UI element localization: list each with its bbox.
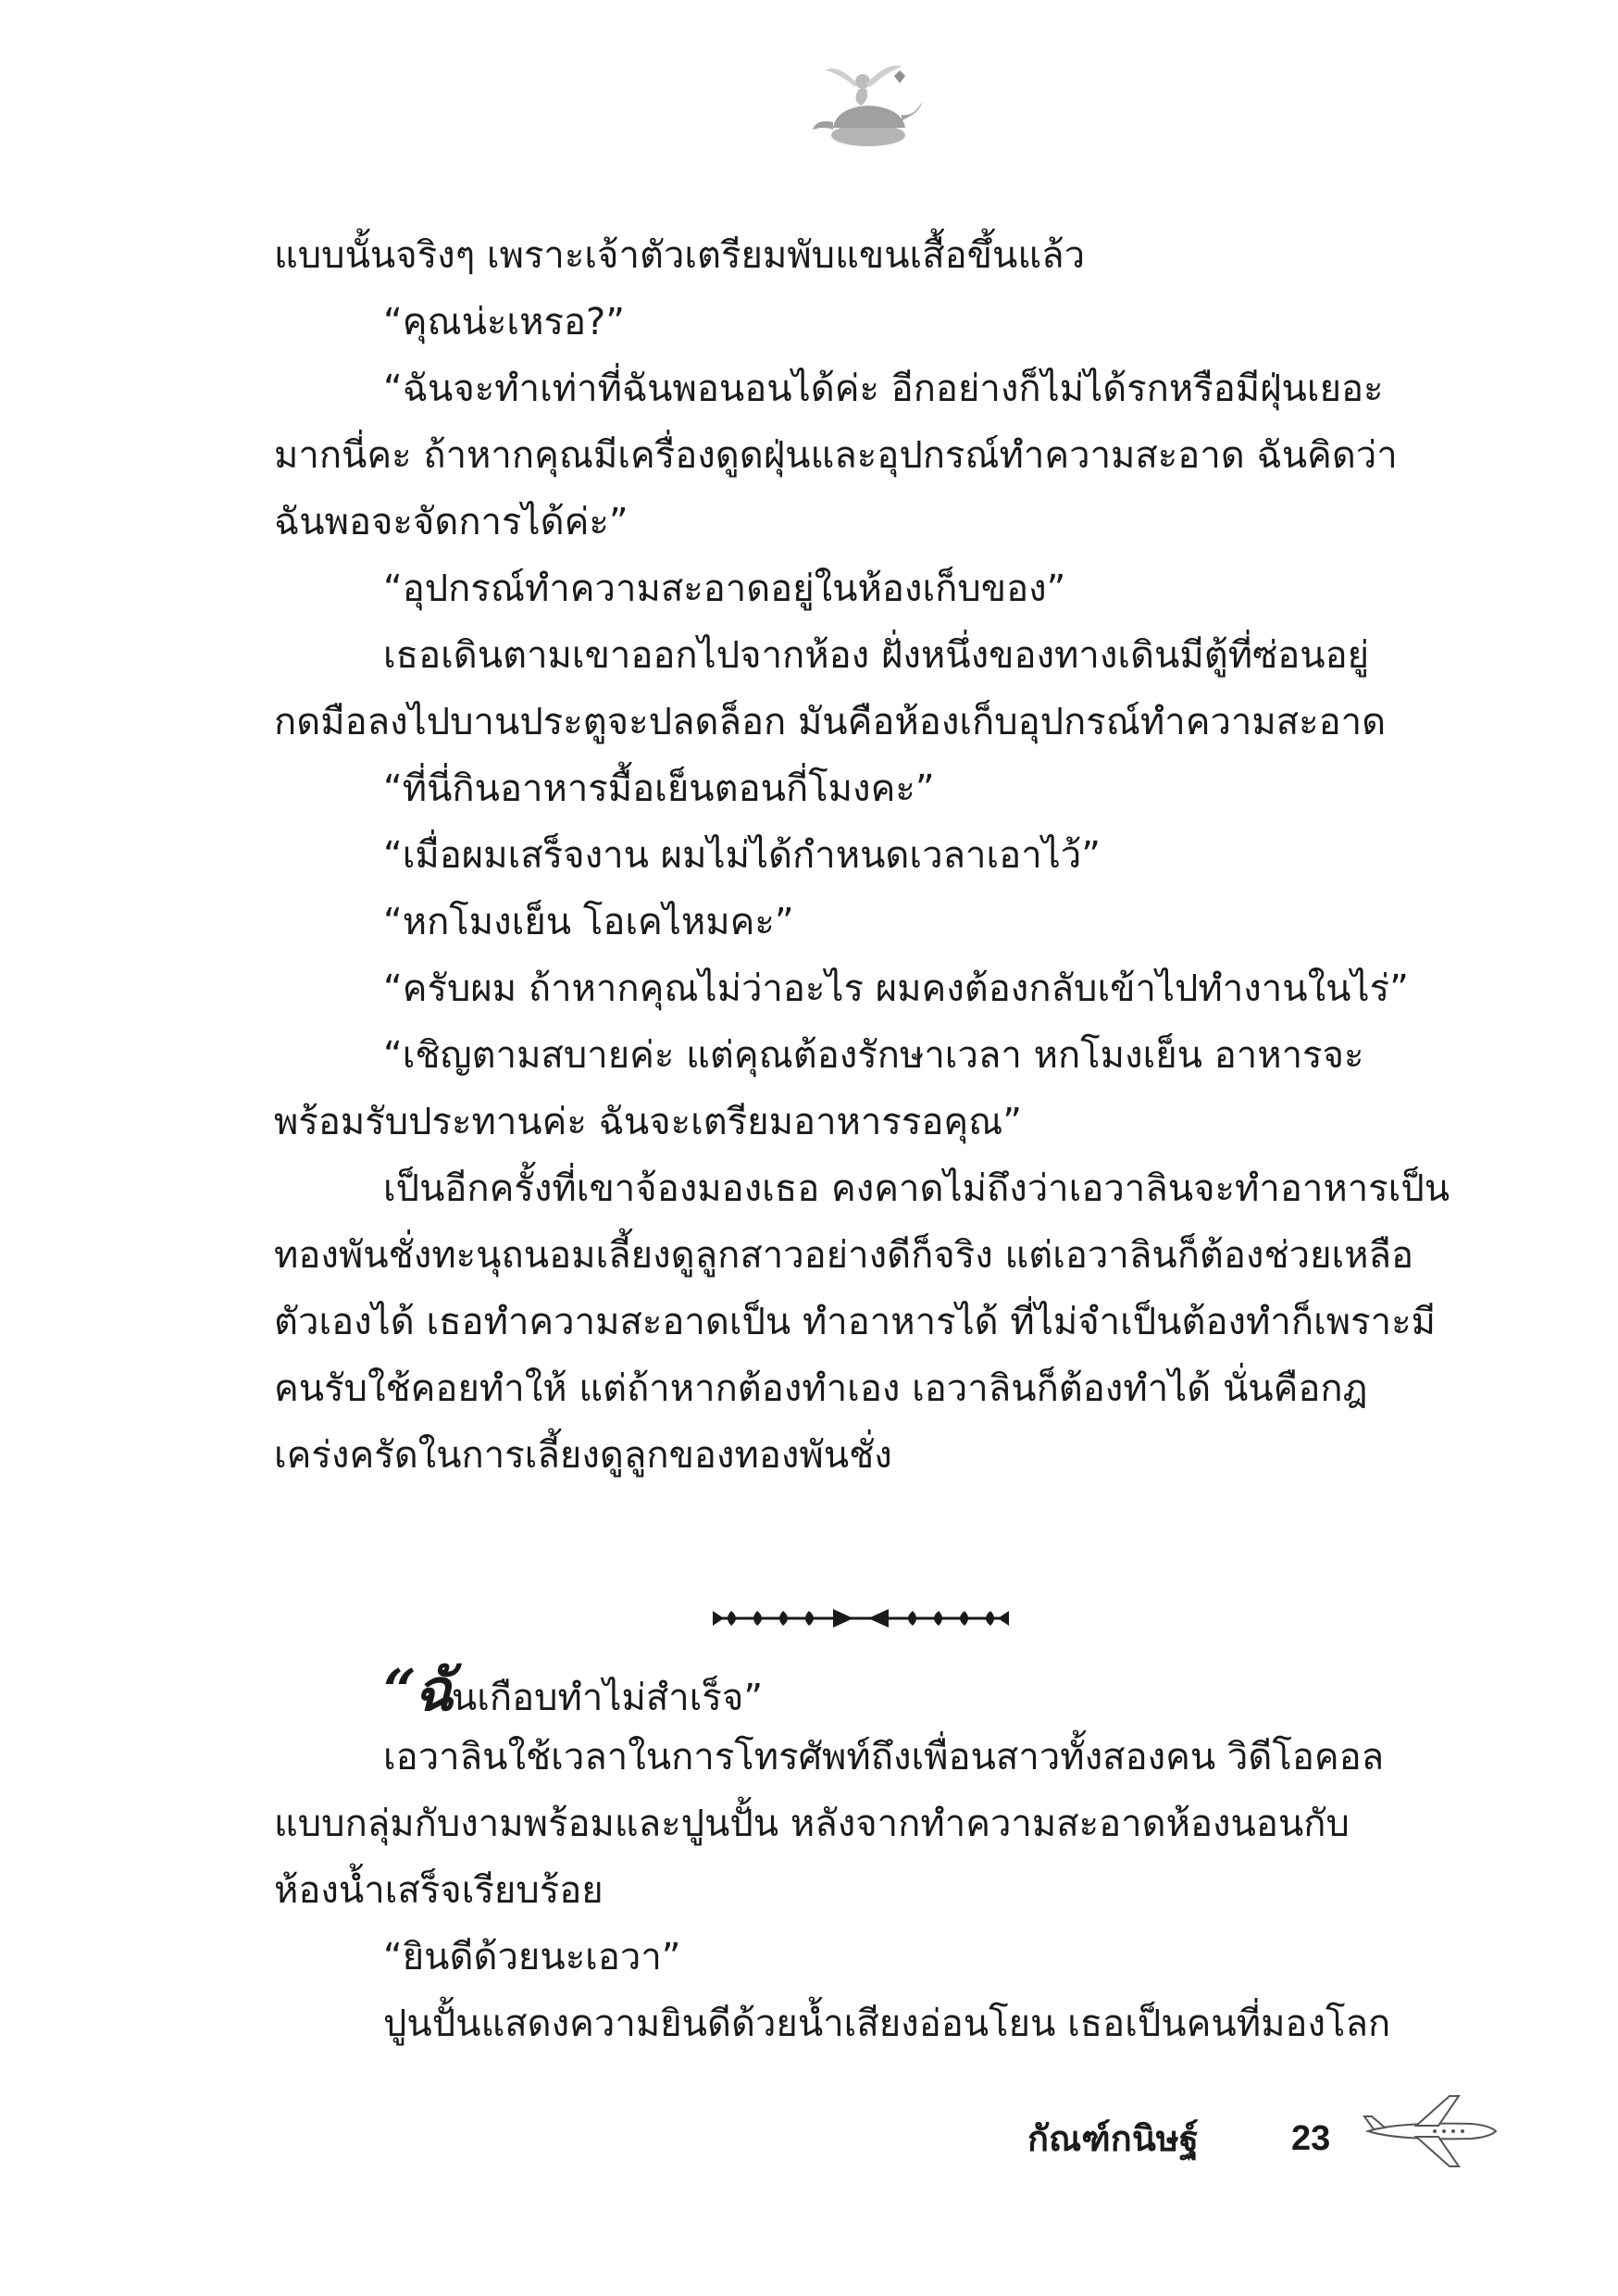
text-line: เป็นอีกครั้งที่เขาจ้องมองเธอ คงคาดไม่ถึงว่าเอวาลินจะทำอาหารเป็น: [383, 1167, 1450, 1210]
text-line: ห้องน้ำเสร็จเรียบร้อย: [274, 1869, 604, 1912]
text-line: เคร่งครัดในการเลี้ยงดูลูกของทองพันชั่ง: [274, 1434, 892, 1477]
text-line: “ฉันจะทำเท่าที่ฉันพอนอนได้ค่ะ อีกอย่างก็ไม่ได้รกหรือมีฝุ่นเยอะ: [383, 368, 1384, 410]
text-line: “ครับผม ถ้าหากคุณไม่ว่าอะไร ผมคงต้องกลับเข้าไปทำงานในไร่”: [383, 967, 1409, 1010]
book-title: กัณฑ์กนิษฐ์: [1027, 2118, 1199, 2159]
story-text-section-one: [274, 222, 1474, 1489]
heart-arrow-divider-icon: [703, 1602, 1018, 1635]
text-line: แบบนั้นจริงๆ เพราะเจ้าตัวเตรียมพับแขนเสื้อขึ้นแล้ว: [274, 234, 1086, 277]
story-text-section-two: [274, 1657, 1474, 2057]
page-footer: [1027, 2111, 1509, 2166]
text-line: ปูนปั้นแสดงความยินดีด้วยน้ำเสียงอ่อนโยน เธอเป็นคนที่มองโลก: [383, 2003, 1391, 2045]
text-line: กดมือลงไปบานประตูจะปลดล็อก มันคือห้องเก็บอุปกรณ์ทำความสะอาด: [274, 701, 1387, 743]
fairy-teapot-ornament-icon: [805, 56, 926, 157]
text-line: ฉันพอจะจัดการได้ค่ะ”: [274, 501, 629, 543]
text-line: “อุปกรณ์ทำความสะอาดอยู่ในห้องเก็บของ”: [383, 568, 1066, 610]
airplane-icon: [1361, 2089, 1500, 2172]
text-line: แบบกลุ่มกับงามพร้อมและปูนปั้น หลังจากทำความสะอาดห้องนอนกับ: [274, 1803, 1350, 1845]
section-opening-line: [274, 1657, 1474, 1724]
text-line: ทองพันชั่งทะนุถนอมเลี้ยงดูลูกสาวอย่างดีก็จริง แต่เอวาลินก็ต้องช่วยเหลือ: [274, 1234, 1414, 1277]
page-number: 23: [1291, 2119, 1331, 2158]
text-line: คนรับใช้คอยทำให้ แต่ถ้าหากต้องทำเอง เอวาลินก็ต้องทำได้ นั่นคือกฎ: [274, 1367, 1368, 1410]
text-line: “ยินดีด้วยนะเอวา”: [383, 1936, 681, 1978]
opening-line-text: นเกือบทำไม่สำเร็จ”: [451, 1677, 764, 1719]
text-line: “คุณน่ะเหรอ?”: [383, 301, 625, 343]
dropcap: “ฉั: [383, 1656, 452, 1724]
text-line: เธอเดินตามเขาออกไปจากห้อง ฝั่งหนึ่งของทางเดินมีตู้ที่ซ่อนอยู่: [383, 634, 1370, 677]
text-line: พร้อมรับประทานค่ะ ฉันจะเตรียมอาหารรอคุณ”: [274, 1101, 1022, 1143]
text-line: “หกโมงเย็น โอเคไหมคะ”: [383, 901, 794, 943]
text-line: ตัวเองได้ เธอทำความสะอาดเป็น ทำอาหารได้ ที่ไม่จำเป็นต้องทำก็เพราะมี: [274, 1301, 1436, 1343]
text-line: มากนี่คะ ถ้าหากคุณมีเครื่องดูดฝุ่นและอุปกรณ์ทำความสะอาด ฉันคิดว่า: [274, 434, 1398, 477]
text-line: เอวาลินใช้เวลาในการโทรศัพท์ถึงเพื่อนสาวทั้งสองคน วิดีโอคอล: [383, 1736, 1385, 1778]
text-line: “เมื่อผมเสร็จงาน ผมไม่ได้กำหนดเวลาเอาไว้”: [383, 834, 1101, 877]
text-line: “เชิญตามสบายค่ะ แต่คุณต้องรักษาเวลา หกโมงเย็น อาหารจะ: [383, 1034, 1364, 1077]
text-line: “ที่นี่กินอาหารมื้อเย็นตอนกี่โมงคะ”: [383, 767, 935, 810]
